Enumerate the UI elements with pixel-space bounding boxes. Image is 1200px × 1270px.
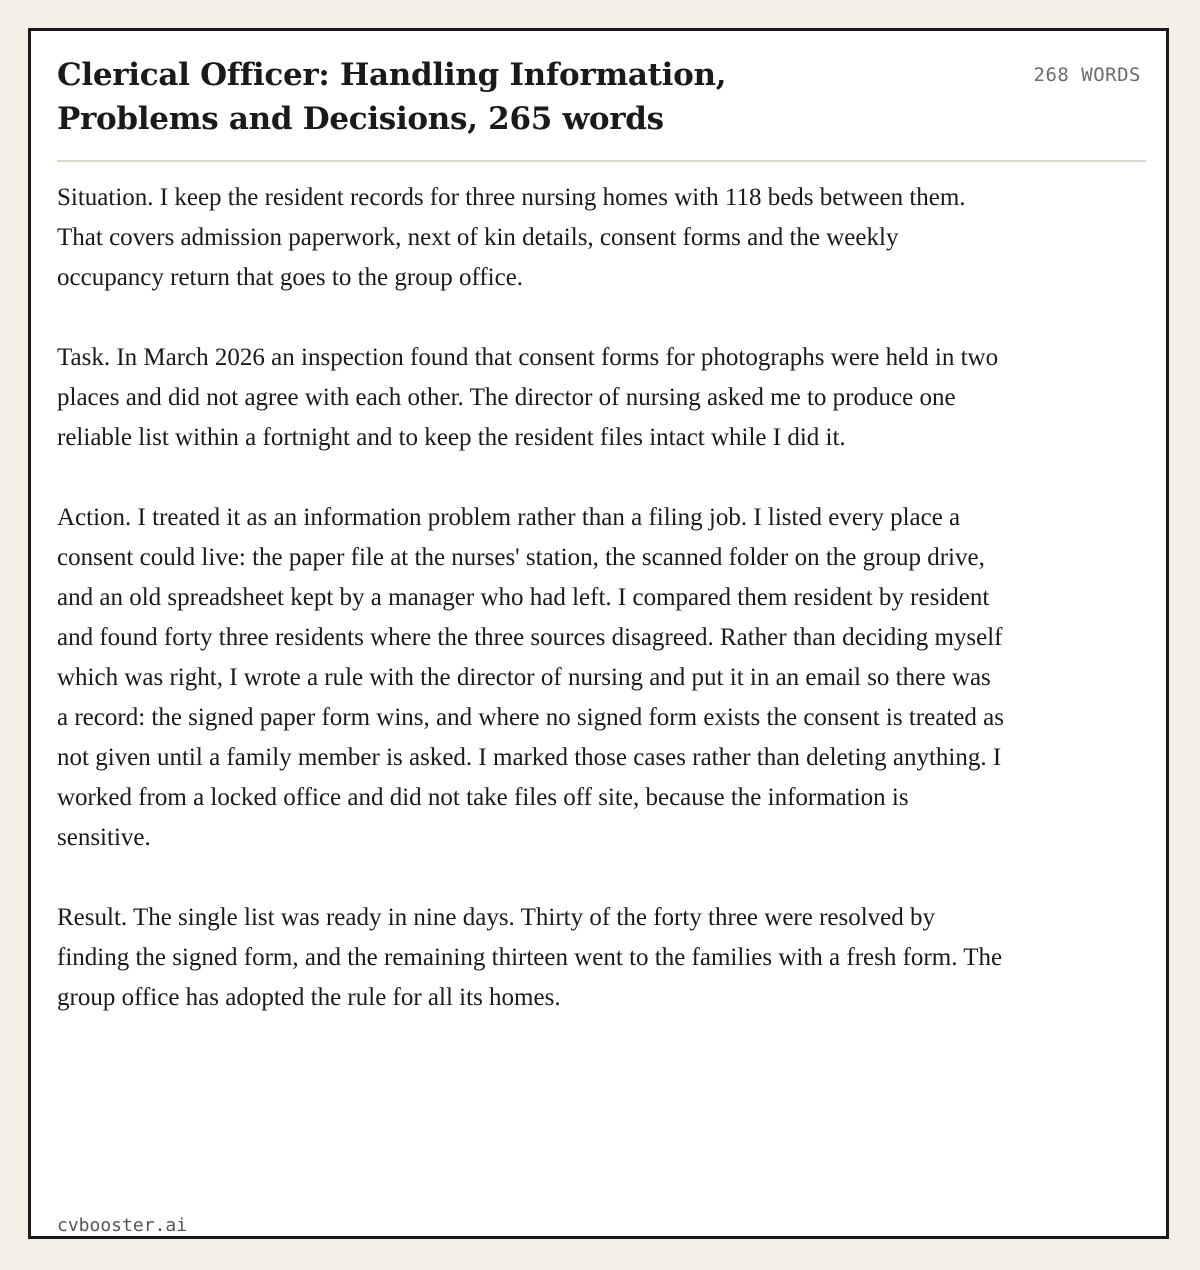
word-count-label: 268 WORDS [1033, 64, 1141, 86]
footer-brand: cvbooster.ai [57, 1215, 188, 1236]
paragraph-situation: Situation. I keep the resident records for three nursing homes with 118 beds between them. That covers admission paperwork, next of kin details, consent forms and the weekly occupancy return that goes to the group office. [57, 184, 966, 291]
paragraph-task: Task. In March 2026 an inspection found that consent forms for photographs were held in two places and did not agree with each other. The director of nursing asked me to produce one reliable list within a fortnight and to keep the resident files intact while I did it. [57, 344, 999, 451]
document-title: Clerical Officer: Handling Information, Problems and Decisions, 265 words [57, 57, 727, 137]
paragraph-action: Action. I treated it as an information problem rather than a filing job. I listed every place a consent could live: the paper file at the nurses' station, the scanned folder on the group drive, and an old spreadsheet kept by a manager who had left. I compared them resident by resident and found forty three residents where the three sources disagreed. Rather than deciding myself which was right, I wrote a rule with the director of nursing and put it in an email so there was a record: the signed paper form wins, and where no signed form exists the consent is treated as not given until a family member is asked. I marked those cases rather than deleting anything. I worked from a locked office and did not take files off site, because the information is sensitive. [57, 504, 1004, 851]
document-body [57, 178, 1007, 1058]
document-card [28, 28, 1169, 1239]
title-divider [57, 160, 1146, 162]
paragraph-result: Result. The single list was ready in nine days. Thirty of the forty three were resolved by finding the signed form, and the remaining thirteen went to the families with a fresh form. The group office has adopted the rule for all its homes. [57, 904, 1003, 1011]
